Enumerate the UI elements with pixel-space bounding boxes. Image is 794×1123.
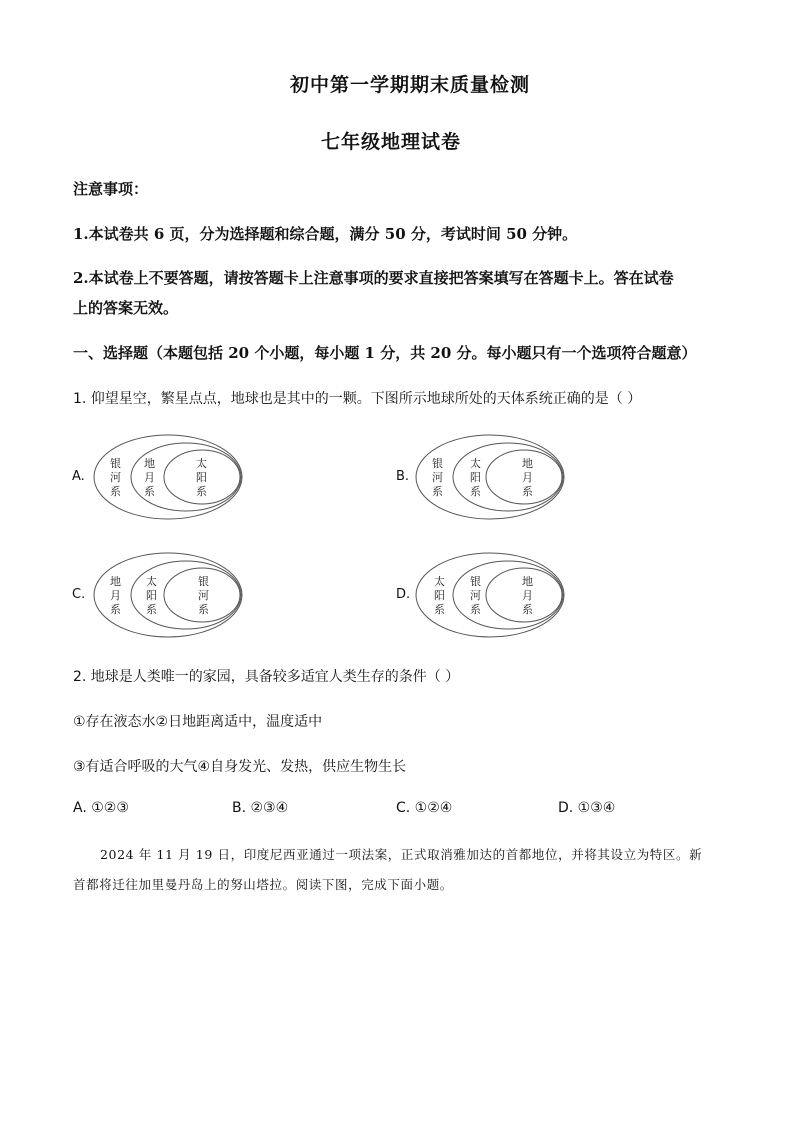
option-b-middle-char-1: 太	[470, 457, 481, 470]
option-c-middle-char-2: 阳	[146, 589, 157, 602]
question-2-choice-b: B. ②③④	[232, 800, 289, 816]
option-a-inner-char-3: 系	[196, 485, 207, 498]
question-2-choice-c: C. ①②④	[396, 800, 453, 816]
section-heading: 一、选择题（本题包括 20 个小题，每小题 1 分，共 20 分。每小题只有一个选项符合题意）	[73, 344, 697, 362]
question-2-condition-line-2: ③有适合呼吸的大气④自身发光、发热，供应生物生长	[73, 759, 407, 775]
option-a-middle-char-1: 地	[144, 457, 155, 470]
option-c-outer-char-1: 地	[110, 575, 121, 588]
option-d-outer-char-2: 阳	[434, 589, 445, 602]
option-a-outer-char-3: 系	[110, 485, 121, 498]
passage-line-2: 首都将迁往加里曼丹岛上的努山塔拉。阅读下图，完成下面小题。	[73, 877, 453, 892]
option-b-inner-char-2: 月	[522, 471, 533, 484]
notice-item-2-line-2: 上的答案无效。	[73, 299, 179, 317]
question-2-choice-a: A. ①②③	[73, 800, 129, 816]
question-2-condition-line-1: ①存在液态水②日地距离适中，温度适中	[73, 714, 323, 730]
option-d-outer-char-3: 系	[434, 603, 445, 616]
option-c-middle-char-1: 太	[146, 575, 157, 588]
option-b-inner-char-3: 系	[522, 485, 533, 498]
question-2-choice-d: D. ①③④	[558, 800, 616, 816]
option-c-outer-char-2: 月	[110, 589, 121, 602]
option-d-inner-char-3: 系	[522, 603, 533, 616]
option-b-outer-char-3: 系	[432, 485, 443, 498]
page-subtitle: 七年级地理试卷	[321, 131, 462, 153]
option-d-middle-char-1: 银	[470, 575, 481, 588]
option-a-label: A.	[72, 469, 85, 484]
question-1-stem: 1. 仰望星空，繁星点点，地球也是其中的一颗。下图所示地球所处的天体系统正确的是（ ）	[73, 391, 642, 407]
option-a-outer-char-2: 河	[110, 471, 121, 484]
option-a-diagram	[90, 432, 250, 522]
option-c-middle-char-3: 系	[146, 603, 157, 616]
notice-heading: 注意事项：	[73, 180, 149, 198]
page-title: 初中第一学期期末质量检测	[290, 74, 531, 96]
option-d-inner-char-2: 月	[522, 589, 533, 602]
option-c-outer-char-3: 系	[110, 603, 121, 616]
option-d-middle-char-3: 系	[470, 603, 481, 616]
question-2-stem: 2. 地球是人类唯一的家园，具备较多适宜人类生存的条件（ ）	[73, 669, 460, 685]
option-c-diagram	[90, 550, 250, 640]
option-a-middle-char-2: 月	[144, 471, 155, 484]
option-a-outer-char-1: 银	[110, 457, 121, 470]
option-c-label: C.	[72, 587, 86, 602]
option-b-inner-char-1: 地	[522, 457, 533, 470]
option-a-inner-char-1: 太	[196, 457, 207, 470]
notice-item-1: 1.本试卷共 6 页，分为选择题和综合题，满分 50 分，考试时间 50 分钟。	[73, 225, 578, 243]
option-b-middle-char-3: 系	[470, 485, 481, 498]
option-c-inner-char-2: 河	[198, 589, 209, 602]
option-d-middle-char-2: 河	[470, 589, 481, 602]
option-b-outer-char-2: 河	[432, 471, 443, 484]
option-b-diagram	[412, 432, 572, 522]
option-c-inner-char-1: 银	[198, 575, 209, 588]
option-c-inner-char-3: 系	[198, 603, 209, 616]
option-a-inner-char-2: 阳	[196, 471, 207, 484]
passage-line-1: 2024 年 11 月 19 日，印度尼西亚通过一项法案，正式取消雅加达的首都地位，并将其设立为特区。新	[100, 847, 703, 862]
option-d-label: D.	[396, 587, 411, 602]
option-d-inner-char-1: 地	[522, 575, 533, 588]
option-a-middle-char-3: 系	[144, 485, 155, 498]
notice-item-2-line-1: 2.本试卷上不要答题，请按答题卡上注意事项的要求直接把答案填写在答题卡上。答在试卷	[73, 269, 674, 287]
option-d-outer-char-1: 太	[434, 575, 445, 588]
option-d-diagram	[412, 550, 572, 640]
option-b-label: B.	[396, 469, 410, 484]
option-b-middle-char-2: 阳	[470, 471, 481, 484]
option-b-outer-char-1: 银	[432, 457, 443, 470]
